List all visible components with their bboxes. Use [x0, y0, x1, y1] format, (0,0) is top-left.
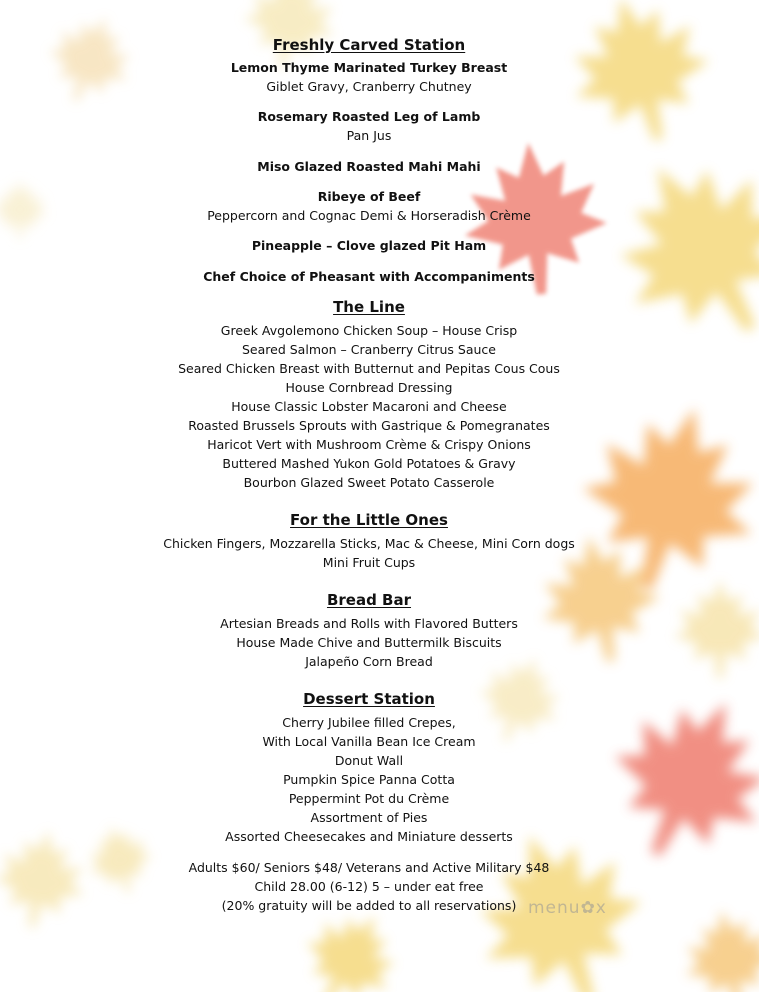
menu-item: Buttered Mashed Yukon Gold Potatoes & Gravy — [222, 456, 516, 471]
menu-item: With Local Vanilla Bean Ice Cream — [262, 734, 476, 749]
section-heading-dessert-station: Dessert Station — [303, 690, 435, 708]
menu-item: Donut Wall — [334, 753, 404, 768]
menu-item: Seared Chicken Breast with Butternut and Pepitas Cous Cous — [178, 361, 560, 376]
menu-item: Roasted Brussels Sprouts with Gastrique & Pomegranates — [188, 418, 550, 433]
menu-item: Bourbon Glazed Sweet Potato Casserole — [243, 475, 495, 490]
menu-item-description: Giblet Gravy, Cranberry Chutney — [266, 79, 472, 94]
menu-item-description: Peppercorn and Cognac Demi & Horseradish Crème — [207, 208, 531, 223]
section-heading-bread-bar: Bread Bar — [326, 591, 412, 609]
menu-item: Rosemary Roasted Leg of Lamb — [257, 109, 481, 124]
section-heading-carved-station: Freshly Carved Station — [272, 36, 466, 54]
menu-item: Mini Fruit Cups — [322, 555, 416, 570]
gratuity-note: (20% gratuity will be added to all reservations) — [221, 898, 517, 913]
menu-item: Pineapple – Clove glazed Pit Ham — [251, 238, 487, 253]
menu-item: Jalapeño Corn Bread — [305, 654, 433, 669]
section-heading-little-ones: For the Little Ones — [290, 511, 448, 529]
menu-item: House Made Chive and Buttermilk Biscuits — [236, 635, 502, 650]
menu-item: Cherry Jubilee filled Crepes, — [282, 715, 456, 730]
menu-item: Artesian Breads and Rolls with Flavored Butters — [220, 616, 518, 631]
menu-item: Haricot Vert with Mushroom Crème & Crispy Onions — [207, 437, 531, 452]
menu-item: Lemon Thyme Marinated Turkey Breast — [230, 60, 508, 75]
menu-item: Pumpkin Spice Panna Cotta — [283, 772, 455, 787]
menu-item-description: Pan Jus — [346, 128, 392, 143]
menu-item: Assortment of Pies — [310, 810, 428, 825]
section-heading-the-line: The Line — [333, 298, 405, 316]
menu-item: Miso Glazed Roasted Mahi Mahi — [257, 159, 481, 174]
pricing-adults: Adults $60/ Seniors $48/ Veterans and Active Military $48 — [188, 860, 550, 875]
menu-item: Peppermint Pot du Crème — [288, 791, 450, 806]
menu-item: Chicken Fingers, Mozzarella Sticks, Mac & Cheese, Mini Corn dogs — [163, 536, 575, 551]
menu-item: Seared Salmon – Cranberry Citrus Sauce — [242, 342, 496, 357]
menu-item: House Classic Lobster Macaroni and Cheese — [231, 399, 507, 414]
menu-item: Assorted Cheesecakes and Miniature desserts — [225, 829, 513, 844]
menu-item: Ribeye of Beef — [317, 189, 421, 204]
menu-watermark: menu✿x — [528, 898, 607, 918]
menu-item: House Cornbread Dressing — [285, 380, 453, 395]
menu-item: Chef Choice of Pheasant with Accompaniments — [203, 269, 535, 284]
pricing-child: Child 28.00 (6-12) 5 – under eat free — [254, 879, 484, 894]
menu-item: Greek Avgolemono Chicken Soup – House Crisp — [220, 323, 518, 338]
